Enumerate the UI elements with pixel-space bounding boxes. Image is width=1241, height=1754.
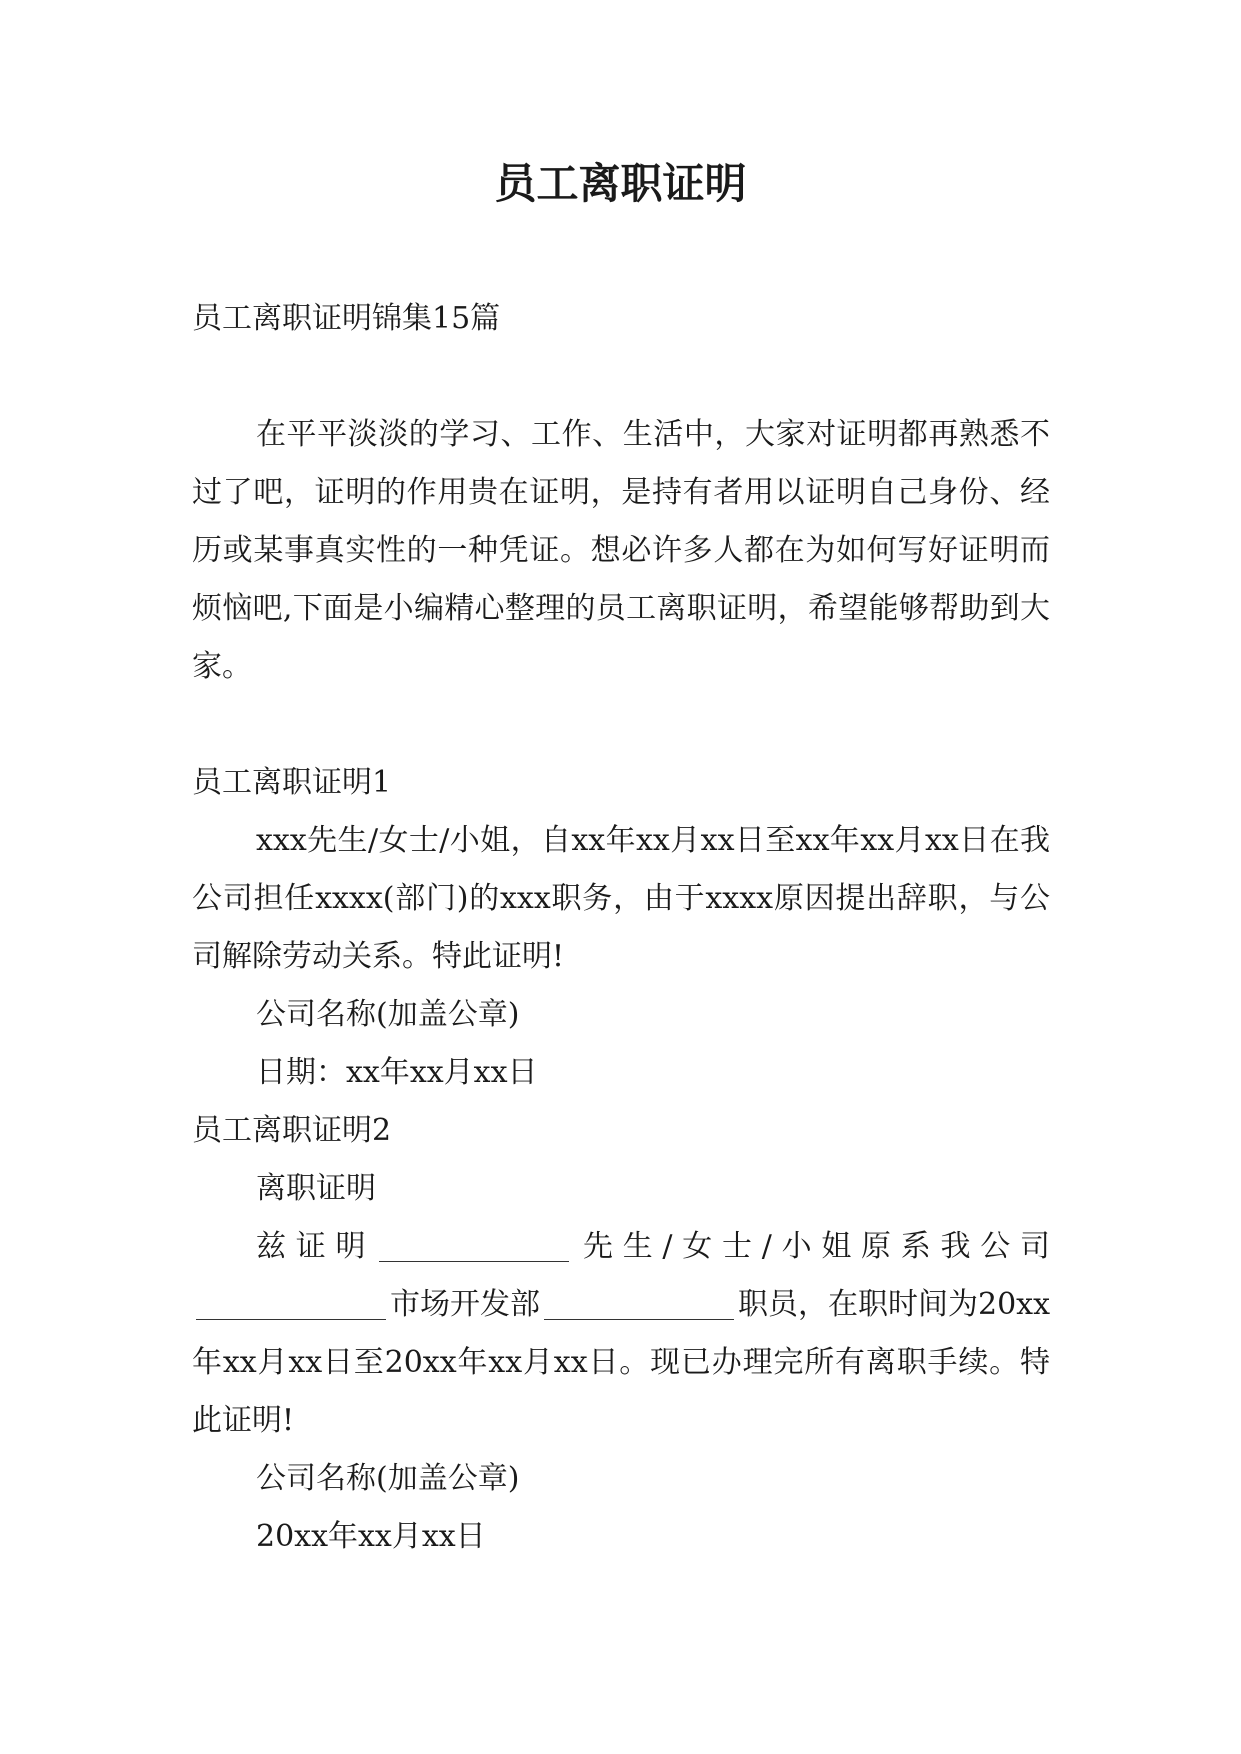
section-2-body-part1: 兹证明 xyxy=(256,1229,376,1264)
section-2-company: 公司名称(加盖公章) xyxy=(256,1461,520,1496)
section-2-body-part3: 市场开发部 xyxy=(390,1287,540,1322)
section-1-heading: 员工离职证明1 xyxy=(192,765,392,800)
name-blank xyxy=(379,1261,569,1262)
section-1-body: xxx先生/女士/小姐，自xx年xx月xx日至xx年xx月xx日在我公司担任xxxx(部门)的xxx职务，由于xxxx原因提出辞职，与公司解除劳动关系。特此证明! xyxy=(192,823,1050,974)
document-subtitle: 员工离职证明锦集15篇 xyxy=(192,301,501,336)
section-2-date: 20xx年xx月xx日 xyxy=(256,1519,486,1554)
section-2-body xyxy=(192,1218,1050,1450)
section-2-subheading: 离职证明 xyxy=(256,1171,376,1206)
section-2-body-part4: 职员，在职时间为20xx年xx月xx日至20xx年xx月xx日。现已办理完所有离职手续。特此证明! xyxy=(192,1287,1051,1438)
document-body xyxy=(192,290,1050,1566)
position-blank xyxy=(544,1319,734,1320)
section-1-company: 公司名称(加盖公章) xyxy=(256,997,520,1032)
intro-paragraph: 在平平淡淡的学习、工作、生活中，大家对证明都再熟悉不过了吧，证明的作用贵在证明，是持有者用以证明自己身份、经历或某事真实性的一种凭证。想必许多人都在为如何写好证明而烦恼吧,下面是小编精心整理的员工离职证明，希望能够帮助到大家。 xyxy=(192,417,1050,684)
company-blank xyxy=(196,1319,386,1320)
section-1-date: 日期：xx年xx月xx日 xyxy=(256,1055,538,1090)
document-title: 员工离职证明 xyxy=(494,159,747,208)
section-2-heading: 员工离职证明2 xyxy=(192,1113,392,1148)
section-2-body-part2: 先生/女士/小姐原系我公司 xyxy=(573,1229,1051,1264)
